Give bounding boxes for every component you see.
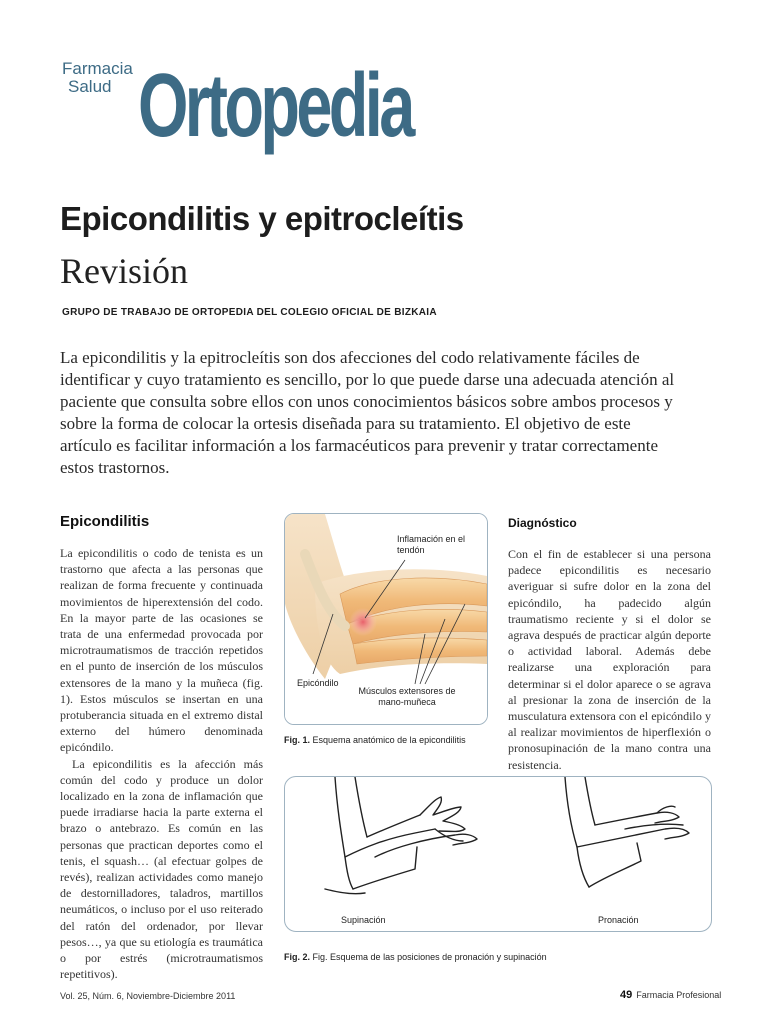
footer-issue: Vol. 25, Núm. 6, Noviembre-Diciembre 2011 <box>60 991 236 1001</box>
section-heading-epicondilitis: Epicondilitis <box>60 513 150 530</box>
caption-text: Esquema anatómico de la epicondilitis <box>312 735 466 745</box>
column-diagnostico <box>508 546 711 773</box>
figure-2-caption <box>284 952 547 962</box>
footer-page <box>620 989 721 1001</box>
caption-text: Fig. Esquema de las posiciones de pronación y supinación <box>312 952 547 962</box>
brand-line-2: Salud <box>68 77 112 96</box>
brand-line-1: Farmacia <box>62 59 133 78</box>
caption-number: Fig. 2. <box>284 952 311 962</box>
paragraph: Con el fin de establecer si una persona padece epicondilitis es necesario averiguar si sufre dolor en la zona del epicóndilo, ha padecido algún traumatismo reciente y si el dolor se agrava después de practicar algún deporte o actividad laboral. Además debe realizarse una exploración para determinar si el dolor aparece o se agrava al presionar la zona de inserción de la musculatura extensora con el epicóndilo y al realizar movimientos de hiperflexión o pronosupinación de la mano contra una resistencia. <box>508 547 711 772</box>
label-extensor-muscles: Músculos extensores de mano-muñeca <box>358 686 456 707</box>
section-heading-diagnostico: Diagnóstico <box>508 516 577 530</box>
page-number: 49 <box>620 989 633 1001</box>
paragraph: La epicondilitis es la afección más común del codo y produce un dolor localizado en la zona de inflamación que puede irradiarse hacia la parte externa el brazo o antebrazo. Es común en las personas que practican deportes como el tenis, el squash… (al efectuar golpes de revés), realizan actividades como manejo de destornilladores, taladros, martillos neumáticos, o incluso por el uso reiterado del ratón del ordenador, por llevar pesos…, ya que su etiología es traumática o por estrés (microtraumatismos repetitivos). <box>60 756 263 982</box>
column-epicondilitis <box>60 545 263 982</box>
label-pronation: Pronación <box>598 915 639 925</box>
brand-subtitle <box>62 60 133 96</box>
article-authors: GRUPO DE TRABAJO DE ORTOPEDIA DEL COLEGIO OFICIAL DE BIZKAIA <box>62 307 437 318</box>
label-epicondyle: Epicóndilo <box>297 678 339 688</box>
article-subtitle: Revisión <box>60 251 189 291</box>
article-title: Epicondilitis y epitrocleítis <box>60 200 464 237</box>
paragraph: La epicondilitis o codo de tenista es un trastorno que afecta a las personas que realizan de forma frecuente y continuada movimientos de hiperextensión del codo. En la mayor parte de las ocasiones se trata de una enfermedad provocada por microtraumatismos de tracción repetidos en el punto de inserción de los músculos extensores de la mano y la muñeca (fig. 1). Estos músculos se insertan en una protuberancia situada en el extremo distal externo del húmero denominada epicóndilo. <box>60 546 263 755</box>
figure-1-caption <box>284 735 466 745</box>
caption-number: Fig. 1. <box>284 735 311 745</box>
label-inflammation: Inflamación en el tendón <box>397 534 466 555</box>
figure-2-pronation-supination <box>284 776 712 932</box>
section-title: Ortopedia <box>138 56 412 156</box>
label-supination: Supinación <box>341 915 386 925</box>
article-lead: La epicondilitis y la epitrocleítis son dos afecciones del codo relativamente fáciles de identificar y cuyo tratamiento es sencillo, por lo que puede darse una adecuada atención al paciente que consulta sobre ellos con unos conocimientos básicos sobre ambos procesos y sobre la forma de colocar la ortesis diseñada para su tratamiento. El objetivo de este artículo es facilitar información a los farmacéuticos para prevenir y tratar correctamente estos trastornos. <box>60 348 675 477</box>
figure-1-anatomy <box>284 513 488 725</box>
arm-positions-illustration <box>285 777 711 931</box>
journal-name: Farmacia Profesional <box>636 990 722 1000</box>
